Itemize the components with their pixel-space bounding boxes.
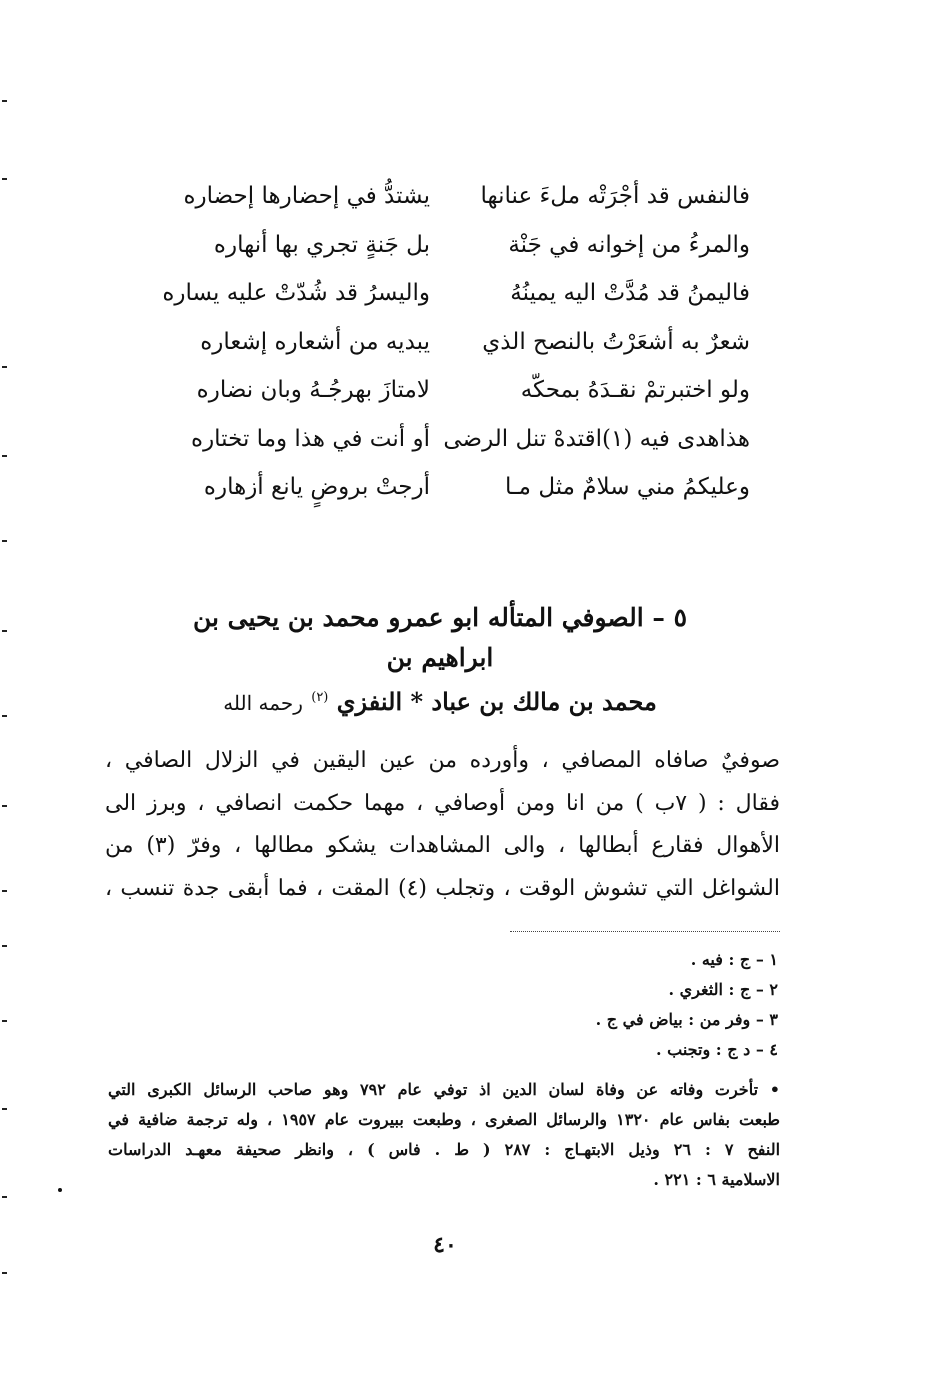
prose-line: فقال : ( ٧ب ) من انا ومن أوصافي ، مهما حكمت انصافي ، وبرز الى xyxy=(105,790,780,816)
scan-speck xyxy=(2,1020,7,1022)
poem-verse xyxy=(130,172,750,221)
note-line: • تأخرت وفاته عن وفاة لسان الدين اذ توفي عام ٧٩٢ وهو صاحب الرسائل الكبرى التي xyxy=(108,1080,780,1099)
scan-speck xyxy=(2,945,7,947)
note-line: طبعت بفاس عام ١٣٢٠ والرسائل الصغرى ، وطبعت ببيروت عام ١٩٥٧ ، وله ترجمة ضافية في xyxy=(108,1110,781,1129)
poem-verse xyxy=(130,366,750,415)
verse-first-hemistich: فالنفس قد أجْرَتْه ملءَ عنانها xyxy=(480,183,750,209)
scan-speck xyxy=(2,890,7,892)
heading-name: محمد بن مالك بن عباد * النفزي xyxy=(336,687,657,716)
scan-speck xyxy=(2,366,7,368)
scan-speck xyxy=(2,805,7,807)
verse-first-hemistich: هذاهدى فيه (١)اقتدهْ تنل الرضى xyxy=(443,425,750,452)
verse-second-hemistich: واليسرُ قد شُدّتْ عليه يساره xyxy=(162,280,430,306)
note-line: النفح ٧ : ٢٦ وذيل الابتهـاج : ٢٨٧ ( ط . فاس ) ، وانظر صحيفة معهـد الدراسات xyxy=(108,1140,781,1159)
page-number: ٤٠ xyxy=(433,1232,457,1258)
verse-second-hemistich: يبديه من أشعاره إشعاره xyxy=(200,328,430,355)
poem-verse xyxy=(130,318,750,367)
prose-paragraph xyxy=(105,740,780,910)
scan-speck xyxy=(2,715,7,717)
scan-speck xyxy=(2,100,7,102)
poem-verse xyxy=(130,269,750,318)
poem-verse xyxy=(130,221,750,270)
footnote: ٣ – وفر من : بياض في ج . xyxy=(595,1010,778,1029)
verse-second-hemistich: أو أنت في هذا وما تختاره xyxy=(191,425,430,452)
scan-dot xyxy=(58,1188,62,1192)
prose-line: الشواغل التي تشوش الوقت ، وتجلب (٤) المقت ، فما أبقى جدة تنسب ، xyxy=(105,875,780,901)
verse-first-hemistich: ولو اختبرتمْ نقـدَهُ بمحكّه xyxy=(520,377,750,403)
footnotes xyxy=(108,945,780,1195)
verse-first-hemistich: فاليمنُ قد مُدَّتْ اليه يمينُهُ xyxy=(510,280,750,306)
footnote: ١ – ج : فيه . xyxy=(690,950,778,969)
scan-speck xyxy=(2,1272,7,1274)
verse-second-hemistich: يشتدُّ في إحضارها إحضاره xyxy=(183,183,430,209)
footnote: ٤ – د ج : وتجنب . xyxy=(656,1040,778,1059)
poem-verse xyxy=(130,415,750,464)
verse-first-hemistich: والمرءُ من إخوانه في جَنْة xyxy=(508,231,750,258)
verse-second-hemistich: بل جَنةٍ تجري بها أنهاره xyxy=(213,231,430,258)
poem xyxy=(130,172,750,512)
verse-first-hemistich: وعليكمُ مني سلامٌ مثل مـا xyxy=(504,474,750,500)
poem-verse xyxy=(130,463,750,512)
scan-speck xyxy=(2,178,7,180)
scan-speck xyxy=(2,1196,7,1198)
scan-speck xyxy=(2,455,7,457)
heading-line-2 xyxy=(160,678,720,723)
note-line: الاسلامية ٦ : ٢٢١ . xyxy=(653,1170,780,1189)
heading-line-1: ٥ – الصوفي المتأله ابو عمرو محمد بن يحيى بن ابراهيم بن xyxy=(192,603,688,672)
verse-second-hemistich: أرجتْ بروضٍ يانع أزهاره xyxy=(203,474,430,500)
scan-speck xyxy=(2,1108,7,1110)
prose-line: صوفيٌ صافاه المصافي ، وأورده من عين اليقين في الزلال الصافي ، xyxy=(105,748,780,773)
footnote-divider xyxy=(510,931,780,932)
scan-speck xyxy=(2,630,7,632)
footnote-marker: (٢) xyxy=(311,690,329,705)
scan-speck xyxy=(2,540,7,542)
footnote: ٢ – ج : الثغري . xyxy=(668,980,778,999)
section-heading xyxy=(160,598,720,723)
prose-line: الأهوال فقارع أبطالها ، والى المشاهدات يشكو مطالها ، وفرّ (٣) من xyxy=(105,833,780,858)
heading-blessing: رحمه الله xyxy=(223,691,303,715)
asterisk-note xyxy=(108,1075,780,1195)
verse-first-hemistich: شعرٌ به أشعَرْتُ بالنصح الذي xyxy=(482,328,750,355)
verse-second-hemistich: لامتازَ بهرجُـهُ وبان نضاره xyxy=(196,377,430,403)
